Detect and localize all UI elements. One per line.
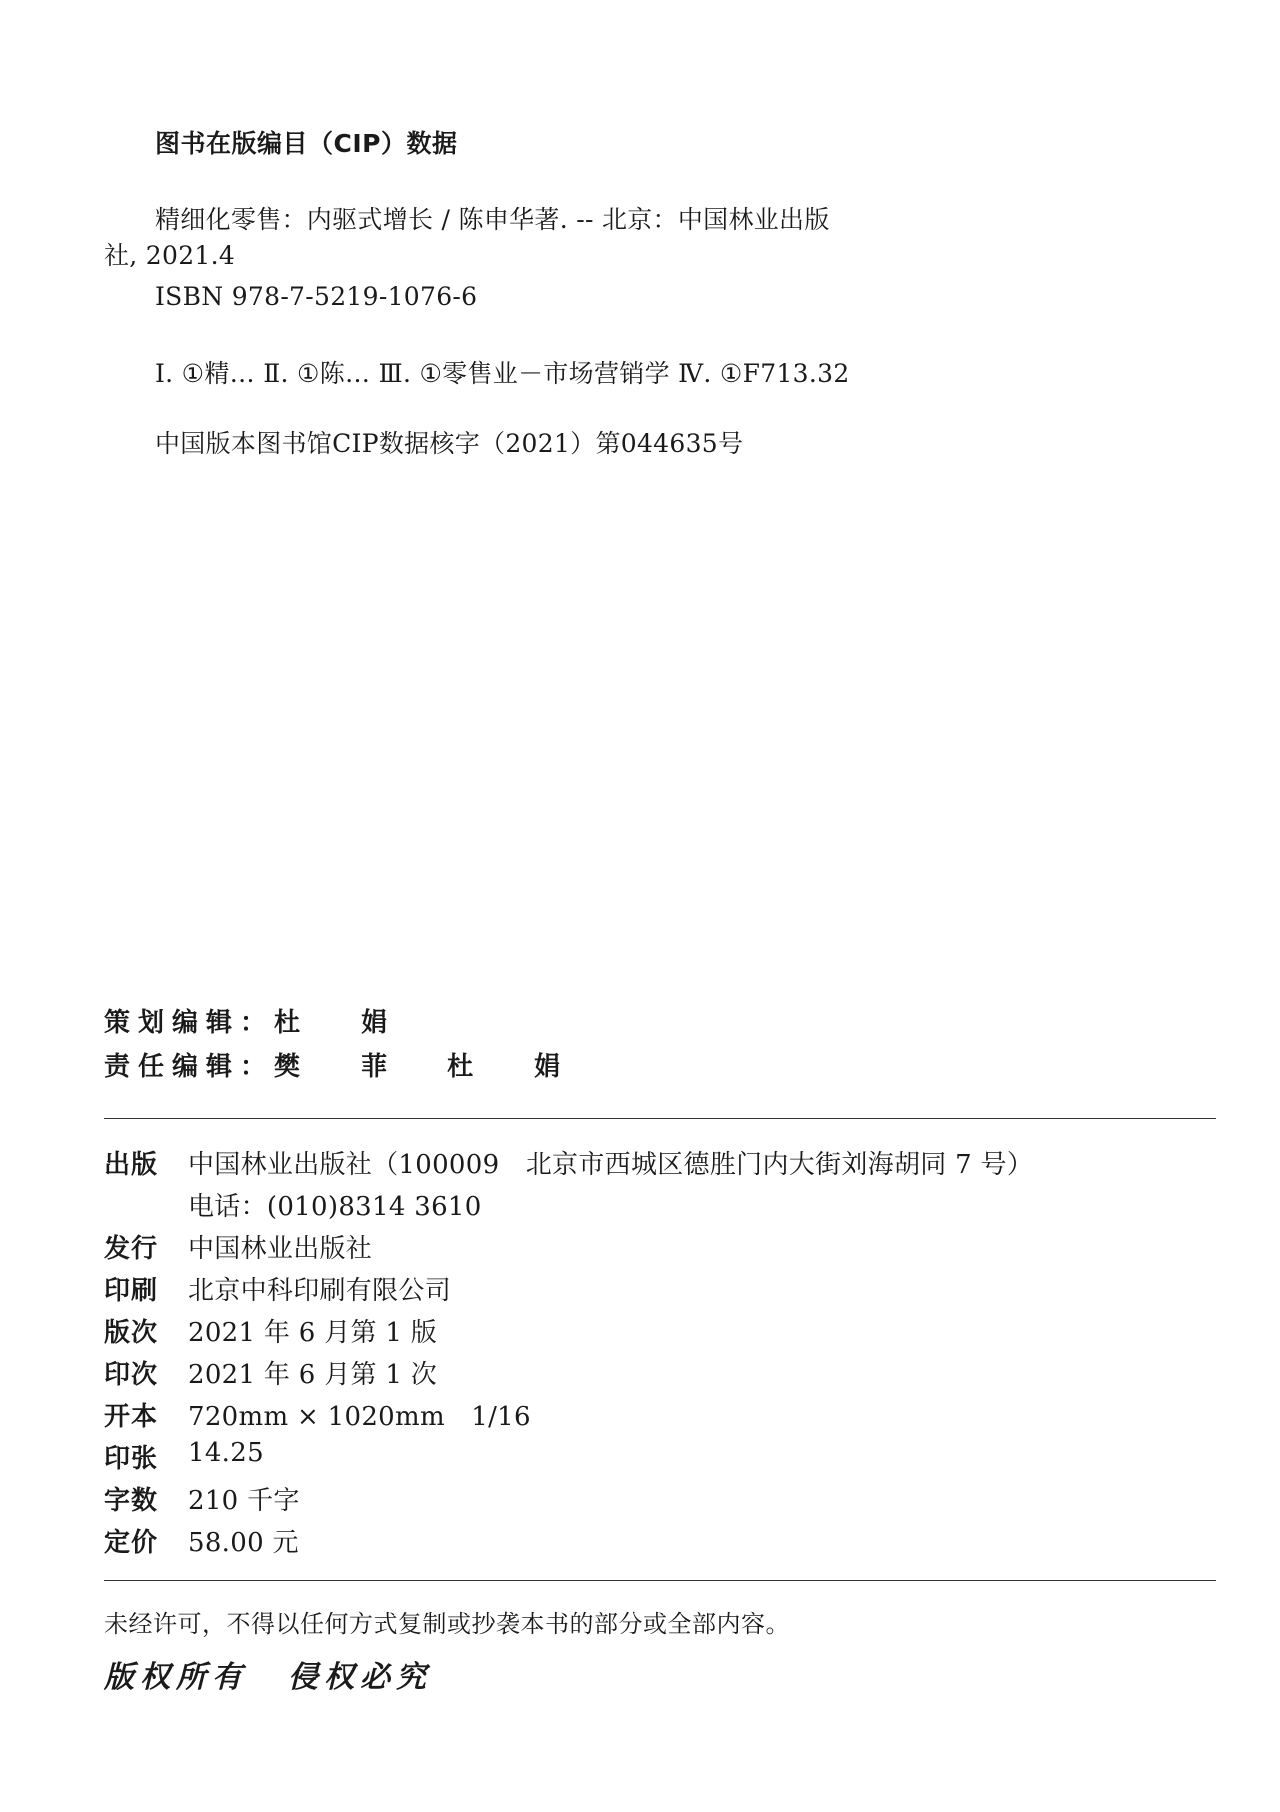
- info-value: 北京中科印刷有限公司: [188, 1276, 452, 1306]
- info-label: 字数: [104, 1486, 159, 1516]
- cip-title-line-1: 精细化零售：内驱式增长 / 陈申华著. -- 北京：中国林业出版: [155, 205, 830, 234]
- divider-bottom: [104, 1580, 1216, 1581]
- info-label: 开本: [104, 1402, 159, 1432]
- info-row-distributor: [104, 1228, 1033, 1270]
- infringement-notice: 侵权必究: [288, 1660, 432, 1695]
- info-row-wordcount: [104, 1480, 1033, 1522]
- publication-info-table: [104, 1144, 1033, 1564]
- responsible-editor-line: [104, 1046, 620, 1083]
- responsible-editor-label: 责任编辑：: [104, 1052, 275, 1082]
- rights-statement: [104, 1652, 472, 1696]
- info-value: 中国林业出版社: [188, 1234, 373, 1264]
- info-row-publisher: [104, 1144, 1033, 1186]
- planning-editor-name: 杜 娟: [274, 1008, 414, 1038]
- info-row-sheets: [104, 1438, 1033, 1480]
- info-value: 58.00 元: [188, 1528, 299, 1558]
- info-label: 印张: [104, 1444, 159, 1474]
- info-row-printing: [104, 1354, 1033, 1396]
- info-value: 2021 年 6 月第 1 版: [188, 1318, 438, 1348]
- info-value: 电话：(010)8314 3610: [188, 1192, 482, 1222]
- info-row-edition: [104, 1312, 1033, 1354]
- info-value: 14.25: [188, 1438, 264, 1468]
- info-label: 定价: [104, 1528, 159, 1558]
- planning-editor-label: 策划编辑：: [104, 1008, 275, 1038]
- info-row-price: [104, 1522, 1033, 1564]
- info-value: 中国林业出版社（100009 北京市西城区德胜门内大街刘海胡同 7 号）: [188, 1150, 1034, 1180]
- info-value: 2021 年 6 月第 1 次: [188, 1360, 438, 1390]
- cip-heading: 图书在版编目（CIP）数据: [155, 129, 458, 158]
- cip-isbn: ISBN 978-7-5219-1076-6: [155, 282, 478, 311]
- info-label: 印刷: [104, 1276, 159, 1306]
- info-label: 发行: [104, 1234, 159, 1264]
- cip-title-line-2: 社, 2021.4: [104, 241, 236, 270]
- info-label: 版次: [104, 1318, 159, 1348]
- responsible-editor-name-1: 樊 菲: [274, 1052, 414, 1082]
- info-value: 720mm × 1020mm 1/16: [188, 1402, 531, 1432]
- info-row-printer: [104, 1270, 1033, 1312]
- info-row-phone: [104, 1186, 1033, 1228]
- info-label: 出版: [104, 1150, 159, 1180]
- copy-notice: 未经许可，不得以任何方式复制或抄袭本书的部分或全部内容。: [104, 1610, 790, 1638]
- info-value: 210 千字: [188, 1486, 300, 1516]
- divider-top: [104, 1118, 1216, 1119]
- planning-editor-line: [104, 1002, 447, 1039]
- cip-classification: Ⅰ. ①精… Ⅱ. ①陈… Ⅲ. ①零售业－市场营销学 Ⅳ. ①F713.32: [155, 359, 850, 388]
- responsible-editor-name-2: 杜 娟: [447, 1052, 587, 1082]
- cip-check-number: 中国版本图书馆CIP数据核字（2021）第044635号: [155, 429, 744, 458]
- info-row-format: [104, 1396, 1033, 1438]
- info-label: 印次: [104, 1360, 159, 1390]
- rights-reserved: 版权所有: [104, 1660, 248, 1695]
